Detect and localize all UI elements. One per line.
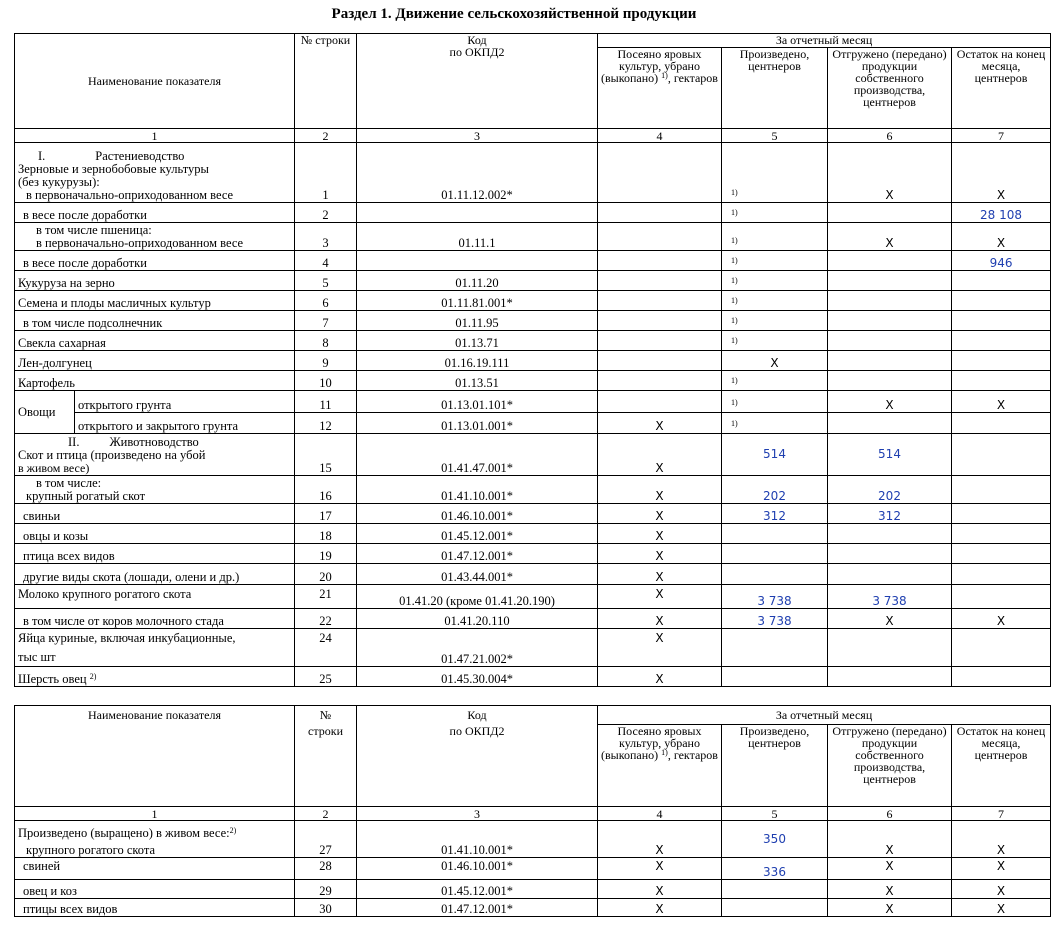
cell-col5 (722, 143, 828, 203)
okpd-code: 01.45.30.004* (357, 667, 598, 687)
cell-col7 (952, 544, 1051, 564)
cell-col4: X (598, 504, 722, 524)
column-number: 4 (598, 129, 722, 143)
row-number: 25 (295, 667, 357, 687)
row-prelabel-text: Произведено (выращено) в живом весе: (18, 826, 230, 840)
row-label: Яйца куриные, включая инкубационные, (18, 631, 236, 645)
section-title: Раздел 1. Движение сельскохозяйственной продукции (331, 6, 697, 22)
cell-col7 (952, 585, 1051, 609)
row-number: 27 (295, 821, 357, 858)
column-number: 1 (15, 129, 295, 143)
footnote-mark: 1) (731, 188, 738, 197)
cell-col7 (952, 371, 1051, 391)
cell-col5 (722, 899, 828, 917)
cell-col4 (598, 143, 722, 203)
header-col6: Отгружено (передано) продукции собственного производства, центнеров (828, 48, 952, 129)
cell-col6 (828, 351, 952, 371)
okpd-code: 01.41.20.110 (357, 609, 598, 629)
table-row (15, 880, 1051, 899)
cell-col7 (952, 311, 1051, 331)
footnote-mark: 1) (731, 376, 738, 385)
header-code-line1: Код (467, 33, 487, 47)
footnote-mark: 1) (731, 208, 738, 217)
row-label-cont: тыс шт (18, 650, 56, 664)
column-number: 7 (952, 807, 1051, 821)
cell-col4: X (598, 858, 722, 880)
row-label: открытого и закрытого грунта (78, 419, 239, 433)
footnote-mark: 2) (89, 672, 97, 681)
cell-col4: X (598, 413, 722, 434)
table-row (15, 391, 1051, 413)
footnote-mark: 1) (731, 236, 738, 245)
header-name-column: Наименование показателя (15, 706, 295, 725)
column-number: 5 (722, 807, 828, 821)
cell-col5: 514 (722, 434, 828, 476)
column-number: 1 (15, 807, 295, 821)
okpd-code: 01.11.95 (357, 311, 598, 331)
row-number: 12 (295, 413, 357, 434)
cell-col7 (952, 629, 1051, 667)
cell-col5 (722, 629, 828, 667)
cell-col7 (952, 504, 1051, 524)
row-prelabel (18, 827, 291, 844)
table-row (15, 203, 1051, 223)
row-label: Скот и птица (произведено на убой (18, 448, 206, 462)
okpd-code: 01.11.81.001* (357, 291, 598, 311)
row-name (15, 476, 295, 504)
cell-col5: 336 (722, 858, 828, 880)
table-row (15, 609, 1051, 629)
table-row (15, 524, 1051, 544)
cell-col6 (828, 371, 952, 391)
cell-col6 (828, 667, 952, 687)
cell-col5: 350 (722, 821, 828, 858)
cell-col5 (722, 564, 828, 585)
header-col7: Остаток на конец месяца, центнеров (952, 725, 1051, 807)
cell-col7: X (952, 391, 1051, 413)
column-number: 4 (598, 807, 722, 821)
cell-col7: X (952, 609, 1051, 629)
cell-col6: X (828, 858, 952, 880)
row-label: овец и коз (15, 880, 295, 899)
livestock-weight-table (14, 705, 1051, 917)
okpd-code: 01.41.10.001* (357, 476, 598, 504)
cell-col4: X (598, 544, 722, 564)
okpd-code: 01.13.01.001* (357, 413, 598, 434)
cell-col7 (952, 434, 1051, 476)
cell-col4: X (598, 667, 722, 687)
cell-col5 (722, 223, 828, 251)
cell-col4: X (598, 880, 722, 899)
cell-col5 (722, 524, 828, 544)
cell-col5 (722, 371, 828, 391)
cell-col7 (952, 291, 1051, 311)
cell-col7: 28 108 (952, 203, 1051, 223)
row-name (15, 434, 295, 476)
row-label: Картофель (15, 371, 295, 391)
row-number: 6 (295, 291, 357, 311)
table-row (15, 667, 1051, 687)
table-row (15, 585, 1051, 609)
table-row (15, 504, 1051, 524)
okpd-code: 01.47.12.001* (357, 544, 598, 564)
table-row (15, 223, 1051, 251)
table-row (15, 143, 1051, 203)
cell-col5 (722, 413, 828, 434)
header-col4-tail: , гектаров (667, 748, 718, 762)
header-col4-text: Посеяно яровых культур, убрано (выкопано) (601, 47, 702, 85)
row-number: 19 (295, 544, 357, 564)
header-col4 (598, 48, 722, 129)
cell-col7: X (952, 858, 1051, 880)
table-row (15, 351, 1051, 371)
cell-col7 (952, 564, 1051, 585)
header-col5: Произведено, центнеров (722, 48, 828, 129)
footnote-mark: 2) (229, 826, 237, 835)
vegetables-label: Овощи (15, 391, 75, 433)
cell-col7: X (952, 223, 1051, 251)
cell-col4: X (598, 476, 722, 504)
row-label: в том числе от коров молочного стада (15, 609, 295, 629)
cell-col5 (722, 203, 828, 223)
table-row (15, 629, 1051, 667)
header-col4-tail: , гектаров (667, 71, 718, 85)
cell-col7 (952, 413, 1051, 434)
row-label: в первоначально-оприходованном весе (26, 188, 234, 202)
cell-col4 (598, 203, 722, 223)
header-row-no: № строки (295, 34, 357, 129)
row-label: Молоко крупного рогатого скота (15, 585, 295, 609)
okpd-code (357, 251, 598, 271)
column-number: 2 (295, 807, 357, 821)
cell-col5 (722, 667, 828, 687)
table-row (15, 544, 1051, 564)
cell-col7: X (952, 899, 1051, 917)
okpd-code: 01.16.19.111 (357, 351, 598, 371)
column-number: 7 (952, 129, 1051, 143)
row-label: свиней (15, 858, 295, 880)
cell-col4 (598, 371, 722, 391)
row-number: 9 (295, 351, 357, 371)
cell-col6 (828, 544, 952, 564)
table-row (15, 371, 1051, 391)
cell-col6 (828, 629, 952, 667)
okpd-code: 01.45.12.001* (357, 524, 598, 544)
row-label: Лен-долгунец (15, 351, 295, 371)
okpd-code: 01.45.12.001* (357, 880, 598, 899)
cell-col4 (598, 311, 722, 331)
cell-col5: X (722, 351, 828, 371)
cell-col7 (952, 667, 1051, 687)
row-number: 22 (295, 609, 357, 629)
column-number: 6 (828, 129, 952, 143)
cell-col6: X (828, 821, 952, 858)
vegetables-cell (15, 391, 295, 434)
cell-col4 (598, 351, 722, 371)
row-number: 20 (295, 564, 357, 585)
row-label: другие виды скота (лошади, олени и др.) (15, 564, 295, 585)
cell-col7 (952, 351, 1051, 371)
footnote-mark: 1) (731, 336, 738, 345)
row-label: Кукуруза на зерно (15, 271, 295, 291)
footnote-mark: 1) (731, 398, 738, 408)
cell-col6: X (828, 391, 952, 413)
header-code-line2: по ОКПД2 (449, 45, 505, 59)
grain-label-2: (без кукурузы): (18, 175, 100, 189)
okpd-code: 01.46.10.001* (357, 504, 598, 524)
row-number: 17 (295, 504, 357, 524)
table-row (15, 251, 1051, 271)
cell-col6: X (828, 880, 952, 899)
okpd-code: 01.13.01.101* (357, 391, 598, 413)
row-number: 21 (295, 585, 357, 609)
cell-col4: X (598, 899, 722, 917)
cell-col4: X (598, 609, 722, 629)
column-number: 2 (295, 129, 357, 143)
cell-col7: 946 (952, 251, 1051, 271)
okpd-code: 01.11.20 (357, 271, 598, 291)
footnote-mark: 1) (731, 256, 738, 265)
okpd-code: 01.43.44.001* (357, 564, 598, 585)
header-period: За отчетный месяц (598, 706, 1051, 725)
cell-col6 (828, 291, 952, 311)
row-label: Свекла сахарная (15, 331, 295, 351)
heading-number: I. (38, 149, 46, 163)
heading-text: Растениеводство (95, 149, 185, 163)
cell-col6: 514 (828, 434, 952, 476)
column-number: 3 (357, 807, 598, 821)
cell-col4: X (598, 821, 722, 858)
cell-col6 (828, 524, 952, 544)
cell-col5 (722, 311, 828, 331)
row-label: птица всех видов (15, 544, 295, 564)
okpd-code (357, 203, 598, 223)
header-name-spacer (15, 725, 295, 807)
row-label: в весе после доработки (15, 251, 295, 271)
cell-col4 (598, 391, 722, 413)
table-row (15, 331, 1051, 351)
row-prelabel: в том числе пшеница: (36, 223, 152, 237)
row-label: Шерсть овец (18, 672, 87, 686)
cell-col5 (722, 880, 828, 899)
header-col4 (598, 725, 722, 807)
cell-col5: 3 738 (722, 585, 828, 609)
okpd-code: 01.47.21.002* (357, 629, 598, 667)
cell-col4: X (598, 564, 722, 585)
okpd-code: 01.41.20 (кроме 01.41.20.190) (357, 585, 598, 609)
row-number: 5 (295, 271, 357, 291)
cell-col5 (722, 291, 828, 311)
header-name-column: Наименование показателя (15, 34, 295, 129)
cell-col5: 202 (722, 476, 828, 504)
cell-col6: X (828, 899, 952, 917)
cell-col5 (722, 251, 828, 271)
cell-col4 (598, 291, 722, 311)
row-number: 18 (295, 524, 357, 544)
cell-col7 (952, 331, 1051, 351)
row-label: птицы всех видов (15, 899, 295, 917)
row-name (15, 223, 295, 251)
row-number: 29 (295, 880, 357, 899)
cell-col5 (722, 331, 828, 351)
footnote-mark: 1) (731, 419, 738, 428)
header-code (357, 34, 598, 129)
table-row (15, 311, 1051, 331)
cell-col4: X (598, 434, 722, 476)
cell-col6: X (828, 609, 952, 629)
row-name (15, 667, 295, 687)
row-number: 10 (295, 371, 357, 391)
cell-col5: 3 738 (722, 609, 828, 629)
cell-col4: X (598, 629, 722, 667)
header-col6: Отгружено (передано) продукции собственного производства, центнеров (828, 725, 952, 807)
cell-col4: X (598, 585, 722, 609)
cell-col6 (828, 203, 952, 223)
okpd-code: 01.11.1 (357, 223, 598, 251)
row-label: открытого грунта (75, 391, 294, 413)
okpd-code: 01.13.51 (357, 371, 598, 391)
cell-col6 (828, 564, 952, 585)
header-row-no: № (295, 706, 357, 725)
okpd-code: 01.41.10.001* (357, 821, 598, 858)
okpd-code: 01.11.12.002* (357, 143, 598, 203)
row-number: 8 (295, 331, 357, 351)
column-number: 5 (722, 129, 828, 143)
row-number: 15 (295, 434, 357, 476)
okpd-code: 01.13.71 (357, 331, 598, 351)
row-prelabel: в том числе: (36, 476, 102, 490)
row-label: Семена и плоды масличных культур (15, 291, 295, 311)
footnote-mark: 1) (731, 276, 738, 285)
footnote-mark: 1) (661, 71, 668, 80)
row-label: в первоначально-оприходованном весе (36, 236, 244, 250)
header-col4-text: Посеяно яровых культур, убрано (выкопано) (601, 724, 702, 762)
cell-col6: 3 738 (828, 585, 952, 609)
header-code-2: по ОКПД2 (357, 725, 598, 807)
row-number: 3 (295, 223, 357, 251)
cell-col7: X (952, 821, 1051, 858)
header-row-no-2: строки (295, 725, 357, 807)
footnote-mark: 1) (731, 316, 738, 325)
table-row (15, 291, 1051, 311)
cell-col6 (828, 251, 952, 271)
row-number: 30 (295, 899, 357, 917)
row-label: крупного рогатого скота (26, 843, 156, 857)
row-name (15, 821, 295, 858)
cell-col6 (828, 331, 952, 351)
heading-number: II. (68, 435, 80, 449)
cell-col7: X (952, 143, 1051, 203)
cell-col5 (722, 544, 828, 564)
row-label: в том числе подсолнечник (15, 311, 295, 331)
cell-col4 (598, 223, 722, 251)
cell-col6: X (828, 143, 952, 203)
heading-text: Животноводство (109, 435, 199, 449)
table-row (15, 476, 1051, 504)
cell-col5 (722, 391, 828, 413)
header-period: За отчетный месяц (598, 34, 1051, 48)
row-label: овцы и козы (15, 524, 295, 544)
okpd-code: 01.46.10.001* (357, 858, 598, 880)
header-code: Код (357, 706, 598, 725)
footnote-mark: 1) (661, 748, 668, 757)
footnote-mark: 1) (731, 296, 738, 305)
grain-label-1: Зерновые и зернобобовые культуры (18, 162, 209, 176)
header-col5: Произведено, центнеров (722, 725, 828, 807)
cell-col7 (952, 524, 1051, 544)
table-row (15, 899, 1051, 917)
cell-col6: X (828, 223, 952, 251)
table-row (15, 434, 1051, 476)
cell-col4 (598, 271, 722, 291)
cell-col5: 312 (722, 504, 828, 524)
table-row (15, 858, 1051, 880)
column-number: 6 (828, 807, 952, 821)
row-label: крупный рогатый скот (26, 489, 146, 503)
table-row (15, 564, 1051, 585)
okpd-code: 01.47.12.001* (357, 899, 598, 917)
row-number: 11 (295, 391, 357, 413)
row-label: в весе после доработки (15, 203, 295, 223)
row-number: 16 (295, 476, 357, 504)
row-name (15, 143, 295, 203)
row-number: 1 (295, 143, 357, 203)
table-row (15, 271, 1051, 291)
cell-col6 (828, 413, 952, 434)
cell-col6 (828, 271, 952, 291)
cell-col5 (722, 271, 828, 291)
cell-col6: 202 (828, 476, 952, 504)
okpd-code: 01.41.47.001* (357, 434, 598, 476)
row-number: 28 (295, 858, 357, 880)
cell-col7 (952, 476, 1051, 504)
row-number: 2 (295, 203, 357, 223)
header-col7: Остаток на конец месяца, центнеров (952, 48, 1051, 129)
cell-col7 (952, 271, 1051, 291)
row-number: 24 (295, 629, 357, 667)
row-number: 7 (295, 311, 357, 331)
cell-col6 (828, 311, 952, 331)
table-row (15, 821, 1051, 858)
cell-col7: X (952, 880, 1051, 899)
cell-col6: 312 (828, 504, 952, 524)
column-number: 3 (357, 129, 598, 143)
cell-col4: X (598, 524, 722, 544)
row-label: свиньи (15, 504, 295, 524)
row-name (15, 629, 295, 667)
row-number: 4 (295, 251, 357, 271)
row-label-cont: в живом весе) (18, 461, 90, 475)
cell-col4 (598, 251, 722, 271)
production-table (14, 33, 1051, 687)
cell-col4 (598, 331, 722, 351)
